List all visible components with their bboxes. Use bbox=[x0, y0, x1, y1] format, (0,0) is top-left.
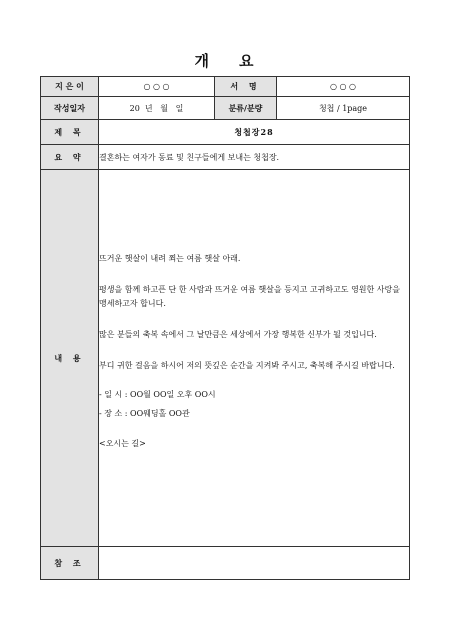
row-content bbox=[41, 170, 410, 547]
content-label: 내 용 bbox=[41, 170, 99, 547]
overview-form bbox=[40, 76, 410, 580]
sign-value: ○ ○ ○ bbox=[277, 77, 410, 97]
sign-label: 서 명 bbox=[215, 77, 277, 97]
author-value: ○ ○ ○ bbox=[99, 77, 215, 97]
document-title bbox=[0, 50, 450, 71]
summary-value: 결혼하는 여자가 동료 및 친구들에게 보내는 청첩장. bbox=[99, 145, 410, 170]
reference-label: 참 조 bbox=[41, 547, 99, 580]
content-date-line: - 일 시 : OO월 OO일 오후 OO시 bbox=[99, 390, 216, 400]
row-summary bbox=[41, 145, 410, 170]
content-paragraph-1: 뜨거운 햇살이 내려 쬐는 여름 햇살 아래. bbox=[99, 254, 241, 264]
summary-label: 요 약 bbox=[41, 145, 99, 170]
category-value: 청첩 / 1page bbox=[277, 97, 410, 120]
date-value: 20 년 월 일 bbox=[99, 97, 215, 120]
content-paragraph-3: 많은 분들의 축복 속에서 그 날만큼은 세상에서 가장 행복한 신부가 될 것입니다. bbox=[99, 329, 377, 339]
content-paragraph-4: 부디 귀한 걸음을 하시어 저의 뜻깊은 순간을 지켜봐 주시고, 축복해 주시길 바랍니다. bbox=[99, 361, 395, 370]
subject-value: 청첩장28 bbox=[99, 120, 410, 145]
row-author bbox=[41, 77, 410, 97]
content-paragraph-2: 평생을 함께 하고픈 단 한 사람과 뜨거운 여름 햇살을 등지고 고귀하고도 영원한 사랑을 맹세하고자 합니다. bbox=[99, 285, 400, 308]
content-body bbox=[99, 170, 410, 547]
category-label: 분류/분량 bbox=[215, 97, 277, 120]
title-char-1: 개 bbox=[194, 52, 211, 70]
row-subject bbox=[41, 120, 410, 145]
reference-value bbox=[99, 547, 410, 580]
date-label: 작성일자 bbox=[41, 97, 99, 120]
content-place-line: - 장 소 : OO웨딩홀 OO관 bbox=[99, 409, 190, 419]
author-label: 지 은 이 bbox=[41, 77, 99, 97]
subject-label: 제 목 bbox=[41, 120, 99, 145]
content-map-line: <오시는 길> bbox=[99, 438, 146, 448]
title-char-2: 요 bbox=[239, 52, 256, 70]
row-reference bbox=[41, 547, 410, 580]
row-date bbox=[41, 97, 410, 120]
